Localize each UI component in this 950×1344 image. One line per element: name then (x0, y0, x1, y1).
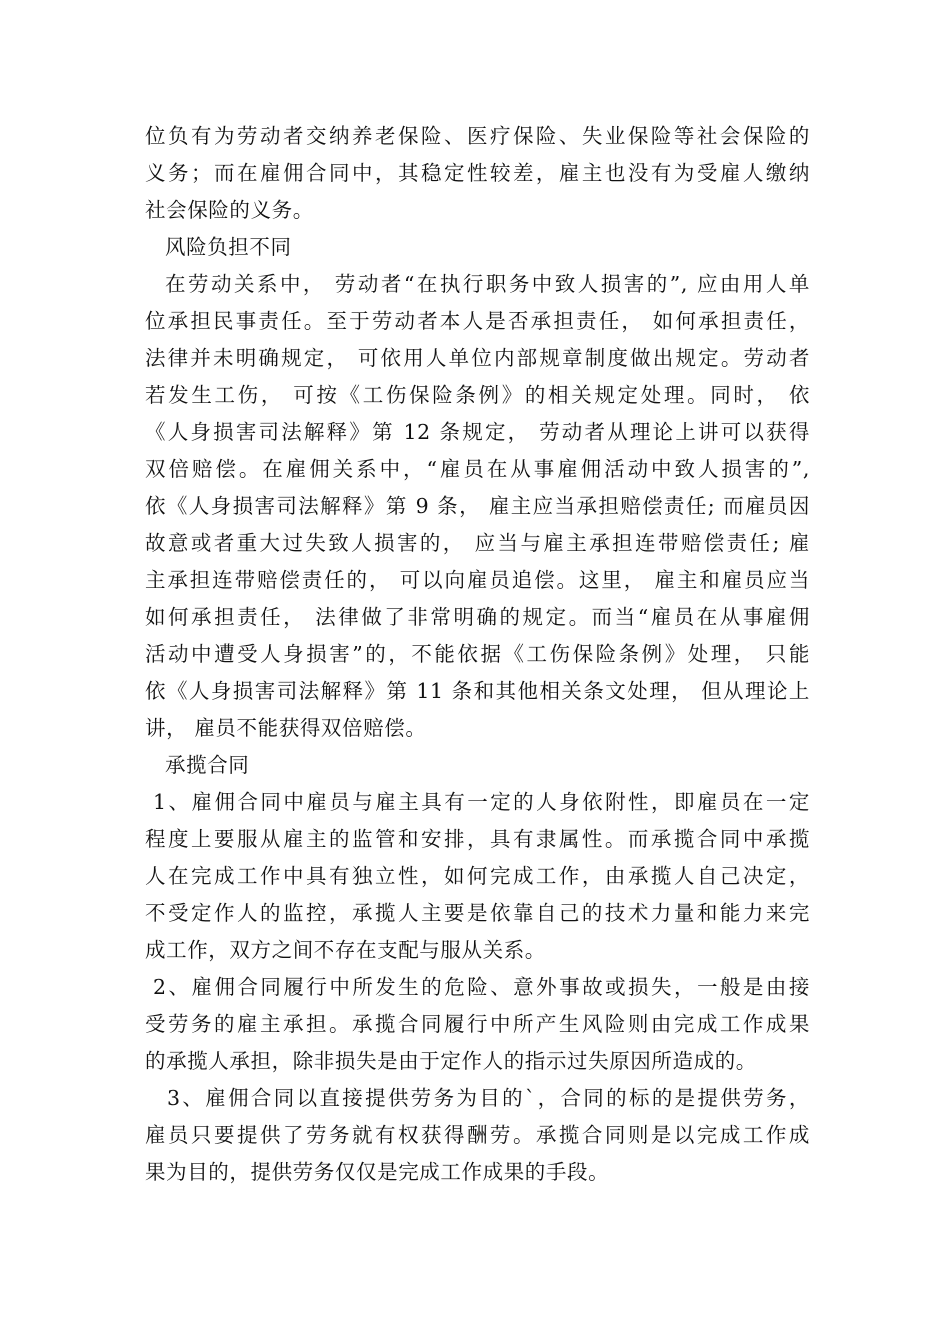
text-line: 在劳动关系中， 劳动者“在执行职务中致人损害的”, 应由用人单 (165, 272, 810, 296)
text-line: 若发生工伤， 可按《工伤保险条例》的相关规定处理。同时， 依 (145, 383, 810, 407)
text-line: 《人身损害司法解释》第 12 条规定， 劳动者从理论上讲可以获得 (145, 420, 810, 444)
text-line: 依《人身损害司法解释》第 11 条和其他相关条文处理， 但从理论上 (145, 679, 810, 703)
text-line: 的承揽人承担，除非损失是由于定作人的指示过失原因所造成的。 (145, 1049, 757, 1073)
text-line: 主承担连带赔偿责任的， 可以向雇员追偿。这里， 雇主和雇员应当 (145, 568, 810, 592)
text-line: 果为目的，提供劳务仅仅是完成工作成果的手段。 (145, 1160, 610, 1184)
text-line: 位负有为劳动者交纳养老保险、医疗保险、失业保险等社会保险的 (145, 124, 810, 148)
section-heading: 承揽合同 (165, 753, 250, 777)
text-line: 成工作，双方之间不存在支配与服从关系。 (145, 938, 546, 962)
text-line: 1、雇佣合同中雇员与雇主具有一定的人身依附性，即雇员在一定 (153, 790, 810, 814)
text-line: 社会保险的义务。 (145, 198, 314, 222)
text-line: 依《人身损害司法解释》第 9 条， 雇主应当承担赔偿责任; 而雇员因 (145, 494, 810, 518)
text-line: 不受定作人的监控，承揽人主要是依靠自己的技术力量和能力来完 (145, 901, 810, 925)
text-line: 人在完成工作中具有独立性，如何完成工作，由承揽人自己决定， (145, 864, 810, 888)
document-body (145, 118, 810, 1191)
text-line: 法律并未明确规定， 可依用人单位内部规章制度做出规定。劳动者 (145, 346, 810, 370)
text-line: 雇员只要提供了劳务就有权获得酬劳。承揽合同则是以完成工作成 (145, 1123, 810, 1147)
text-line: 活动中遭受人身损害”的，不能依据《工伤保险条例》处理， 只能 (145, 642, 810, 666)
text-line: 2、雇佣合同履行中所发生的危险、意外事故或损失，一般是由接 (153, 975, 810, 999)
text-line: 双倍赔偿。在雇佣关系中，“雇员在从事雇佣活动中致人损害的”, (145, 457, 810, 481)
text-line: 程度上要服从雇主的监管和安排，具有隶属性。而承揽合同中承揽 (145, 827, 810, 851)
text-line: 讲， 雇员不能获得双倍赔偿。 (145, 716, 427, 740)
text-line: 义务；而在雇佣合同中，其稳定性较差，雇主也没有为受雇人缴纳 (145, 161, 810, 185)
text-line: 3、雇佣合同以直接提供劳务为目的`，合同的标的是提供劳务， (167, 1086, 810, 1110)
text-line: 如何承担责任， 法律做了非常明确的规定。而当“雇员在从事雇佣 (145, 605, 810, 629)
section-heading: 风险负担不同 (165, 235, 292, 259)
text-line: 位承担民事责任。至于劳动者本人是否承担责任， 如何承担责任， (145, 309, 810, 333)
text-line: 受劳务的雇主承担。承揽合同履行中所产生风险则由完成工作成果 (145, 1012, 810, 1036)
text-line: 故意或者重大过失致人损害的， 应当与雇主承担连带赔偿责任; 雇 (145, 531, 810, 555)
